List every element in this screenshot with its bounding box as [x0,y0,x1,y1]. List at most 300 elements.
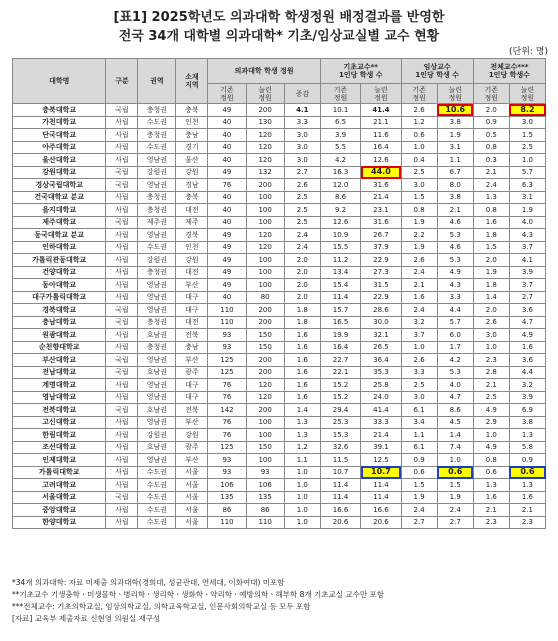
cell-basic-current: 15.7 [320,304,360,317]
cell-university: 건국대학교 분교 [13,191,106,204]
cell-region: 제주권 [138,216,176,229]
table-row [13,254,546,267]
cell-quota-current: 93 [208,329,246,342]
cell-all-increased: 3.1 [509,191,545,204]
cell-type: 국립 [106,366,138,379]
cell-university: 경북대학교 [13,304,106,317]
cell-university: 인하대학교 [13,241,106,254]
cell-clinical-current: 2.4 [401,304,437,317]
cell-quota-increased: 120 [246,129,284,142]
cell-region: 충청권 [138,204,176,217]
cell-clinical-increased: 1.9 [437,129,473,142]
cell-quota-current: 40 [208,116,246,129]
table-row [13,329,546,342]
cell-quota-rate: 2.4 [284,241,320,254]
table-title-line2: 전국 34개 대학별 의과대학* 기초/임상교실별 교수 현황 [118,29,440,44]
cell-all-increased: 3.6 [509,354,545,367]
cell-basic-current: 11.4 [320,491,360,504]
cell-quota-increased: 130 [246,116,284,129]
cell-location: 대구 [176,291,208,304]
cell-university: 고신대학교 [13,416,106,429]
cell-location: 경북 [176,229,208,242]
header-basic-group: 기초교수** 1인당 학생 수 [320,59,401,84]
cell-all-current: 2.0 [473,254,509,267]
table-row [13,516,546,529]
table-row [13,229,546,242]
cell-university: 가톨릭관동대학교 [13,254,106,267]
cell-location: 서울 [176,479,208,492]
table-row [13,204,546,217]
cell-all-current: 2.9 [473,416,509,429]
cell-quota-increased: 86 [246,504,284,517]
table-row [13,104,546,117]
cell-quota-current: 40 [208,204,246,217]
cell-quota-current: 76 [208,391,246,404]
footnote: *34개 의과대학: 자료 미제출 의과대학(경희대, 성균관대, 연세대, 이화여대) 미포함 [12,578,285,587]
cell-all-increased: 2.3 [509,516,545,529]
cell-type: 사립 [106,291,138,304]
cell-region: 호남권 [138,404,176,417]
cell-quota-increased: 200 [246,104,284,117]
cell-quota-rate: 1.0 [284,479,320,492]
cell-quota-rate: 1.0 [284,491,320,504]
cell-all-current: 0.9 [473,116,509,129]
cell-quota-current: 76 [208,429,246,442]
cell-quota-increased: 135 [246,491,284,504]
cell-quota-current: 49 [208,266,246,279]
cell-location: 대구 [176,304,208,317]
cell-clinical-increased: 3.8 [437,191,473,204]
cell-quota-rate: 3.3 [284,116,320,129]
cell-university: 단국대학교 [13,129,106,142]
cell-basic-increased: 12.5 [361,454,401,467]
cell-region: 영남권 [138,304,176,317]
table-row [13,404,546,417]
cell-type: 사립 [106,441,138,454]
cell-quota-rate: 1.0 [284,516,320,529]
cell-region: 영남권 [138,391,176,404]
cell-region: 수도권 [138,466,176,479]
cell-clinical-current: 2.4 [401,266,437,279]
cell-basic-current: 4.2 [320,154,360,167]
cell-basic-increased: 11.4 [361,479,401,492]
cell-quota-increased: 150 [246,329,284,342]
cell-all-current: 3.0 [473,329,509,342]
cell-basic-increased: 28.6 [361,304,401,317]
cell-all-current: 1.9 [473,266,509,279]
cell-clinical-current: 6.1 [401,441,437,454]
cell-quota-increased: 100 [246,416,284,429]
cell-quota-rate: 1.6 [284,379,320,392]
cell-all-current: 1.8 [473,279,509,292]
cell-clinical-current: 3.2 [401,316,437,329]
cell-quota-increased: 93 [246,466,284,479]
cell-region: 충청권 [138,266,176,279]
cell-type: 사립 [106,391,138,404]
cell-university: 한양대학교 [13,516,106,529]
cell-quota-rate: 2.4 [284,229,320,242]
cell-basic-current: 16.5 [320,316,360,329]
table-row [13,466,546,479]
cell-clinical-current: 1.6 [401,291,437,304]
cell-type: 사립 [106,241,138,254]
cell-clinical-current: 3.3 [401,366,437,379]
cell-basic-current: 22.1 [320,366,360,379]
cell-basic-current: 16.6 [320,504,360,517]
cell-basic-current: 15.3 [320,429,360,442]
table-row [13,479,546,492]
cell-basic-increased: 20.6 [361,516,401,529]
cell-location: 경기 [176,141,208,154]
cell-quota-rate: 2.0 [284,291,320,304]
cell-basic-increased: 30.0 [361,316,401,329]
cell-university: 아주대학교 [13,141,106,154]
cell-location: 충북 [176,191,208,204]
cell-all-current: 2.1 [473,504,509,517]
cell-clinical-increased: 3.1 [437,141,473,154]
cell-all-current: 1.6 [473,216,509,229]
cell-clinical-increased: 4.7 [437,391,473,404]
cell-location: 충북 [176,104,208,117]
cell-quota-current: 142 [208,404,246,417]
cell-clinical-increased: 7.4 [437,441,473,454]
cell-type: 국립 [106,104,138,117]
cell-basic-increased: 39.1 [361,441,401,454]
cell-quota-current: 49 [208,229,246,242]
cell-region: 영남권 [138,454,176,467]
table-row [13,416,546,429]
cell-clinical-current: 1.5 [401,191,437,204]
cell-quota-increased: 106 [246,479,284,492]
table-row [13,279,546,292]
cell-all-increased: 1.3 [509,479,545,492]
cell-quota-rate: 1.2 [284,441,320,454]
cell-basic-increased: 21.4 [361,191,401,204]
cell-basic-increased: 21.4 [361,429,401,442]
cell-clinical-current: 2.6 [401,254,437,267]
cell-basic-increased: 41.4 [361,104,401,117]
cell-all-increased: 3.0 [509,116,545,129]
cell-quota-rate: 2.0 [284,279,320,292]
cell-university: 동아대학교 [13,279,106,292]
cell-all-increased: 0.6 [509,466,545,479]
table-row [13,366,546,379]
cell-region: 영남권 [138,416,176,429]
cell-all-increased: 3.9 [509,391,545,404]
cell-basic-increased: 11.4 [361,491,401,504]
cell-type: 사립 [106,504,138,517]
cell-clinical-current: 0.6 [401,129,437,142]
cell-region: 영남권 [138,379,176,392]
cell-type: 국립 [106,166,138,179]
cell-region: 영남권 [138,154,176,167]
cell-all-increased: 4.9 [509,329,545,342]
cell-quota-current: 106 [208,479,246,492]
cell-all-increased: 3.9 [509,266,545,279]
cell-type: 국립 [106,354,138,367]
cell-type: 사립 [106,416,138,429]
header-clinical-group: 임상교수 1인당 학생 수 [401,59,473,84]
cell-basic-current: 11.5 [320,454,360,467]
cell-type: 국립 [106,304,138,317]
cell-clinical-current: 3.7 [401,329,437,342]
cell-all-increased: 5.8 [509,441,545,454]
cell-quota-increased: 100 [246,216,284,229]
cell-quota-increased: 80 [246,291,284,304]
cell-quota-current: 49 [208,241,246,254]
header-location: 소재 지역 [176,59,208,104]
cell-clinical-current: 0.4 [401,154,437,167]
cell-location: 서울 [176,491,208,504]
cell-basic-current: 15.2 [320,391,360,404]
professor-table [12,58,546,529]
cell-all-increased: 3.6 [509,304,545,317]
cell-type: 사립 [106,191,138,204]
header-type: 구분 [106,59,138,104]
header-clinical-increased: 늘린 정원 [437,84,473,104]
cell-clinical-increased: 10.6 [437,104,473,117]
cell-basic-increased: 24.0 [361,391,401,404]
cell-basic-increased: 21.1 [361,116,401,129]
cell-type: 사립 [106,454,138,467]
cell-clinical-increased: 3.8 [437,116,473,129]
cell-clinical-increased: 3.3 [437,291,473,304]
cell-region: 호남권 [138,366,176,379]
cell-quota-rate: 4.1 [284,104,320,117]
cell-clinical-current: 1.9 [401,216,437,229]
cell-quota-rate: 2.5 [284,216,320,229]
cell-location: 충남 [176,129,208,142]
cell-clinical-current: 2.2 [401,229,437,242]
cell-quota-rate: 1.6 [284,354,320,367]
cell-all-increased: 1.6 [509,341,545,354]
cell-quota-current: 76 [208,179,246,192]
cell-all-current: 2.1 [473,166,509,179]
cell-quota-current: 40 [208,129,246,142]
cell-all-increased: 3.7 [509,241,545,254]
cell-all-increased: 2.7 [509,291,545,304]
cell-basic-current: 12.6 [320,216,360,229]
cell-basic-current: 3.9 [320,129,360,142]
cell-clinical-increased: 4.9 [437,266,473,279]
cell-clinical-increased: 1.1 [437,154,473,167]
cell-clinical-increased: 4.4 [437,304,473,317]
cell-university: 제주대학교 [13,216,106,229]
cell-basic-current: 29.4 [320,404,360,417]
cell-location: 광주 [176,366,208,379]
cell-all-increased: 1.3 [509,429,545,442]
cell-basic-current: 8.6 [320,191,360,204]
footnote: ***전체교수: 기초의학교실, 임상의학교실, 의학교육학교실, 인문사회의학교실 등 모두 포함 [12,602,311,611]
cell-clinical-current: 2.4 [401,504,437,517]
cell-all-current: 2.4 [473,179,509,192]
cell-location: 강원 [176,166,208,179]
cell-clinical-current: 1.9 [401,241,437,254]
cell-university: 충북대학교 [13,104,106,117]
cell-all-current: 0.3 [473,154,509,167]
cell-region: 충청권 [138,129,176,142]
cell-all-current: 1.3 [473,479,509,492]
cell-region: 수도권 [138,479,176,492]
cell-quota-current: 125 [208,441,246,454]
table-row [13,304,546,317]
table-row [13,441,546,454]
cell-quota-current: 40 [208,141,246,154]
cell-university: 대구가톨릭대학교 [13,291,106,304]
cell-type: 사립 [106,141,138,154]
cell-quota-rate: 1.6 [284,329,320,342]
cell-clinical-current: 2.6 [401,354,437,367]
table-row [13,241,546,254]
cell-basic-current: 15.2 [320,379,360,392]
table-row [13,266,546,279]
cell-clinical-current: 3.4 [401,416,437,429]
cell-region: 수도권 [138,141,176,154]
cell-quota-increased: 120 [246,229,284,242]
cell-basic-current: 5.5 [320,141,360,154]
cell-quota-current: 110 [208,316,246,329]
cell-basic-increased: 31.6 [361,216,401,229]
cell-all-current: 4.9 [473,404,509,417]
cell-university: 동국대학교 분교 [13,229,106,242]
cell-clinical-current: 2.6 [401,104,437,117]
unit-label: (단위: 명) [509,47,548,57]
table-row [13,316,546,329]
cell-clinical-increased: 1.7 [437,341,473,354]
cell-clinical-increased: 4.2 [437,354,473,367]
header-basic-increased: 늘린 정원 [361,84,401,104]
cell-basic-current: 15.5 [320,241,360,254]
cell-university: 인제대학교 [13,454,106,467]
cell-quota-rate: 2.6 [284,179,320,192]
cell-clinical-increased: 5.7 [437,316,473,329]
cell-clinical-current: 0.8 [401,204,437,217]
cell-university: 울산대학교 [13,154,106,167]
cell-basic-current: 6.5 [320,116,360,129]
cell-all-current: 1.4 [473,291,509,304]
header-all-group: 전체교수*** 1인당 학생수 [473,59,545,84]
cell-all-current: 0.5 [473,129,509,142]
cell-basic-increased: 32.1 [361,329,401,342]
header-all-current: 기존 정원 [473,84,509,104]
cell-all-current: 1.8 [473,229,509,242]
cell-basic-increased: 10.7 [361,466,401,479]
table-row [13,129,546,142]
cell-clinical-increased: 4.5 [437,416,473,429]
cell-quota-rate: 2.7 [284,166,320,179]
cell-all-increased: 1.6 [509,491,545,504]
cell-region: 영남권 [138,354,176,367]
cell-basic-current: 25.3 [320,416,360,429]
table-row [13,141,546,154]
cell-type: 사립 [106,466,138,479]
cell-type: 국립 [106,404,138,417]
cell-clinical-current: 6.1 [401,404,437,417]
cell-all-increased: 0.9 [509,454,545,467]
cell-basic-increased: 11.6 [361,129,401,142]
table-row [13,504,546,517]
cell-quota-current: 49 [208,279,246,292]
cell-all-current: 2.3 [473,354,509,367]
cell-basic-increased: 16.6 [361,504,401,517]
cell-quota-current: 135 [208,491,246,504]
cell-quota-current: 49 [208,104,246,117]
cell-location: 전북 [176,329,208,342]
cell-type: 국립 [106,316,138,329]
cell-type: 사립 [106,204,138,217]
cell-quota-current: 93 [208,466,246,479]
cell-quota-current: 110 [208,304,246,317]
cell-quota-increased: 120 [246,391,284,404]
cell-location: 대구 [176,391,208,404]
table-row [13,291,546,304]
cell-quota-current: 125 [208,366,246,379]
cell-quota-current: 76 [208,379,246,392]
cell-basic-increased: 27.3 [361,266,401,279]
cell-location: 부산 [176,279,208,292]
cell-clinical-increased: 4.6 [437,216,473,229]
cell-region: 강원권 [138,166,176,179]
table-body [13,104,546,529]
cell-clinical-increased: 5.3 [437,366,473,379]
cell-location: 전북 [176,404,208,417]
cell-basic-current: 11.2 [320,254,360,267]
cell-type: 사립 [106,254,138,267]
cell-clinical-increased: 2.4 [437,504,473,517]
cell-type: 사립 [106,429,138,442]
header-university: 대학명 [13,59,106,104]
cell-region: 충청권 [138,191,176,204]
cell-location: 대구 [176,379,208,392]
cell-type: 사립 [106,279,138,292]
footnotes [12,577,384,625]
cell-quota-increased: 100 [246,429,284,442]
cell-basic-increased: 26.5 [361,341,401,354]
cell-all-increased: 3.2 [509,379,545,392]
cell-basic-current: 20.6 [320,516,360,529]
cell-basic-current: 15.4 [320,279,360,292]
cell-type: 사립 [106,379,138,392]
cell-quota-increased: 100 [246,254,284,267]
cell-location: 강원 [176,254,208,267]
cell-clinical-current: 1.5 [401,479,437,492]
table-row [13,191,546,204]
cell-clinical-increased: 4.0 [437,379,473,392]
cell-clinical-increased: 1.0 [437,454,473,467]
cell-all-current: 2.8 [473,366,509,379]
table-row [13,354,546,367]
cell-university: 고려대학교 [13,479,106,492]
cell-quota-current: 40 [208,291,246,304]
cell-region: 영남권 [138,229,176,242]
cell-all-current: 2.0 [473,104,509,117]
cell-all-increased: 3.8 [509,416,545,429]
cell-quota-current: 40 [208,216,246,229]
cell-clinical-current: 1.2 [401,116,437,129]
cell-location: 충남 [176,341,208,354]
cell-university: 충남대학교 [13,316,106,329]
cell-clinical-increased: 6.7 [437,166,473,179]
header-quota-increased: 늘린 정원 [246,84,284,104]
cell-quota-rate: 1.8 [284,304,320,317]
cell-quota-current: 93 [208,454,246,467]
cell-basic-current: 10.1 [320,104,360,117]
header-region: 권역 [138,59,176,104]
cell-region: 강원권 [138,429,176,442]
cell-basic-current: 9.2 [320,204,360,217]
footnote: [자료] 교육부 제출자료 신현영 의원실 재구성 [12,614,161,623]
header-quota-rate: 증감 [284,84,320,104]
